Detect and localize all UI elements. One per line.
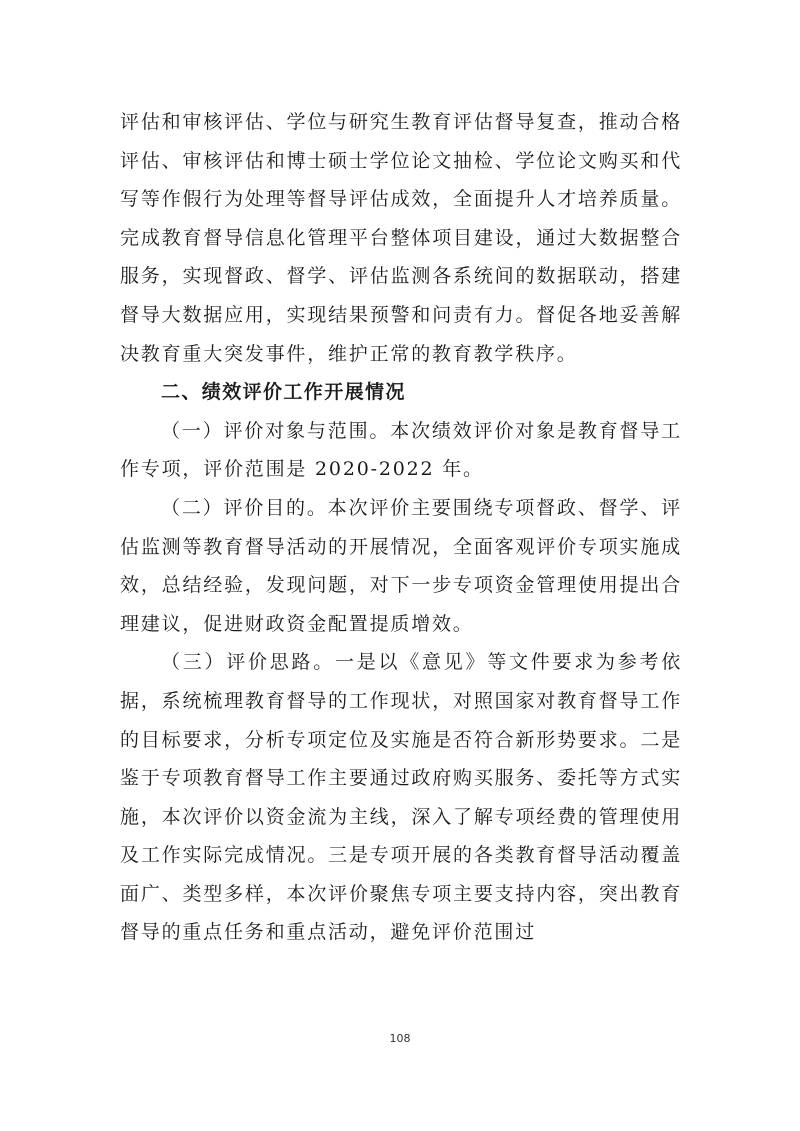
section-heading: 二、绩效评价工作开展情况	[161, 381, 406, 404]
paragraph-continued: 评估和审核评估、学位与研究生教育评估督导复查，推动合格评估、审核评估和博士硕士学位论文抽检、学位论文购买和代写等作假行为处理等督导评估成效，全面提升人才培养质量。完成教育督导信息化管理平台整体项目建设，通过大数据整合服务，实现督政、督学、评估监测各系统间的数据联动，搭建督导大数据应用，实现结果预警和问责有力。督促各地妥善解决教育重大突发事件，维护正常的教育教学秩序。	[120, 111, 682, 365]
page-number: 108	[389, 1032, 411, 1045]
paragraph-evaluation-scope: （一）评价对象与范围。本次绩效评价对象是教育督导工作专项，评价范围是 2020-2022 年。	[120, 419, 682, 481]
paragraph-evaluation-purpose: （二）评价目的。本次评价主要围绕专项督政、督学、评估监测等教育督导活动的开展情况，全面客观评价专项实施成效，总结经验，发现问题，对下一步专项资金管理使用提出合理建议，促进财政资金配置提质增效。	[120, 496, 682, 635]
paragraph-evaluation-approach: （三）评价思路。一是以《意见》等文件要求为参考依据，系统梳理教育督导的工作现状，对照国家对教育督导工作的目标要求，分析专项定位及实施是否符合新形势要求。二是鉴于专项教育督导工作主要通过政府购买服务、委托等方式实施，本次评价以资金流为主线，深入了解专项经费的管理使用及工作实际完成情况。三是专项开展的各类教育督导活动覆盖面广、类型多样，本次评价聚焦专项主要支持内容，突出教育督导的重点任务和重点活动，避免评价范围过	[120, 651, 682, 944]
page-body	[120, 103, 682, 952]
